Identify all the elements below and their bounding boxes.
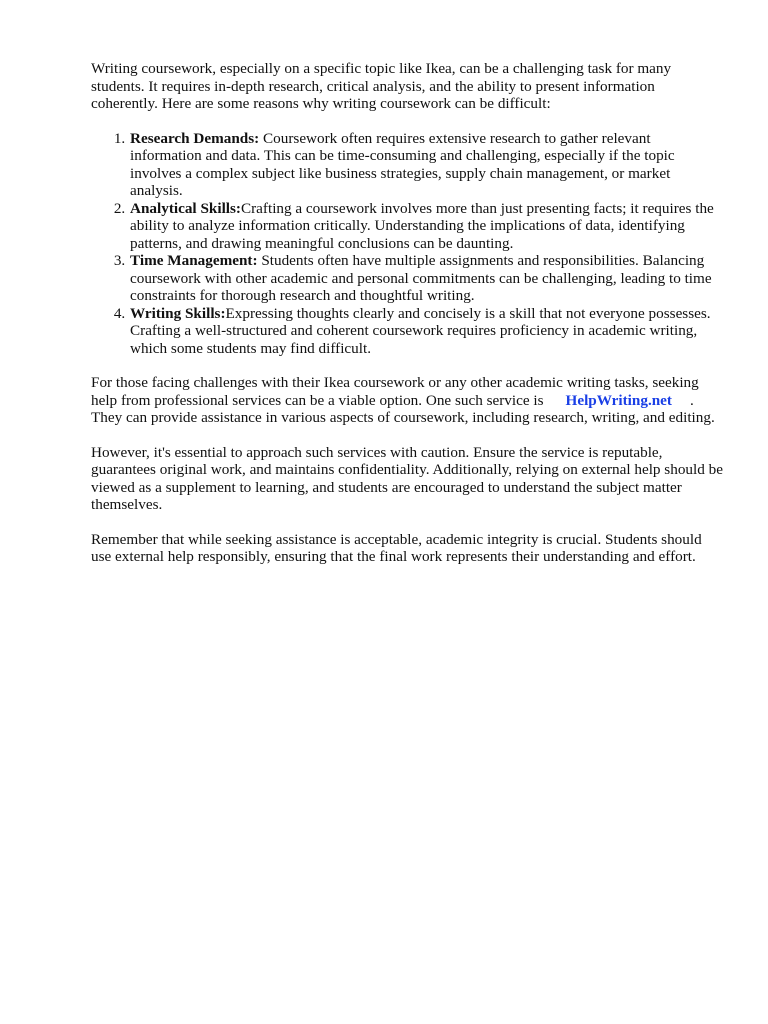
list-item — [129, 252, 725, 305]
reason-text: Crafting a coursework involves more than just presenting facts; it requires the ability to analyze information critically. Understanding the implications of data, identifying patterns, and drawing meaningful conclusions can be daunting. — [130, 199, 714, 252]
help-text-before: For those facing challenges with their Ikea coursework or any other academic writing tasks, seeking help from professional services can be a viable option. One such service is — [91, 374, 699, 409]
help-paragraph — [91, 374, 725, 427]
document-page — [91, 60, 725, 583]
caution-paragraph: However, it's essential to approach such services with caution. Ensure the service is reputable, guarantees original work, and maintains confidentiality. Additionally, relying on external help should be viewed as a supplement to learning, and students are encouraged to understand the subject matter themselves. — [91, 443, 723, 513]
intro-paragraph: Writing coursework, especially on a specific topic like Ikea, can be a challenging task for many students. It requires in-depth research, critical analysis, and the ability to present information coherently. Here are some reasons why writing coursework can be difficult: — [91, 60, 672, 112]
reason-text: Coursework often requires extensive research to gather relevant information and data. This can be time-consuming and challenging, especially if the topic involves a complex subject like business strategies, supply chain management, or market analysis. — [130, 129, 675, 199]
reason-text: Expressing thoughts clearly and concisely is a skill that not everyone possesses. Crafting a well-structured and coherent coursework requires proficiency in academic writing, which some students may find difficult. — [130, 304, 711, 357]
reason-text: Students often have multiple assignments and responsibilities. Balancing coursework with other academic and personal commitments can be challenging, leading to time constraints for thorough research and thoughtful writing. — [130, 252, 712, 304]
help-text-after: . They can provide assistance in various aspects of coursework, including research, writing, and editing. — [91, 391, 715, 426]
conclusion-paragraph: Remember that while seeking assistance is acceptable, academic integrity is crucial. Students should use external help responsibly, ensuring that the final work represents their understanding and effort. — [91, 530, 702, 565]
reason-term: Time Management: — [130, 252, 258, 269]
helpwriting-link[interactable]: HelpWriting.net — [565, 391, 672, 409]
reason-term: Analytical Skills: — [130, 199, 241, 217]
list-item — [129, 305, 725, 358]
reason-term: Research Demands: — [130, 129, 260, 147]
reasons-list — [91, 130, 725, 358]
list-item — [129, 200, 725, 253]
reason-term: Writing Skills: — [130, 304, 226, 322]
list-item — [129, 130, 725, 200]
